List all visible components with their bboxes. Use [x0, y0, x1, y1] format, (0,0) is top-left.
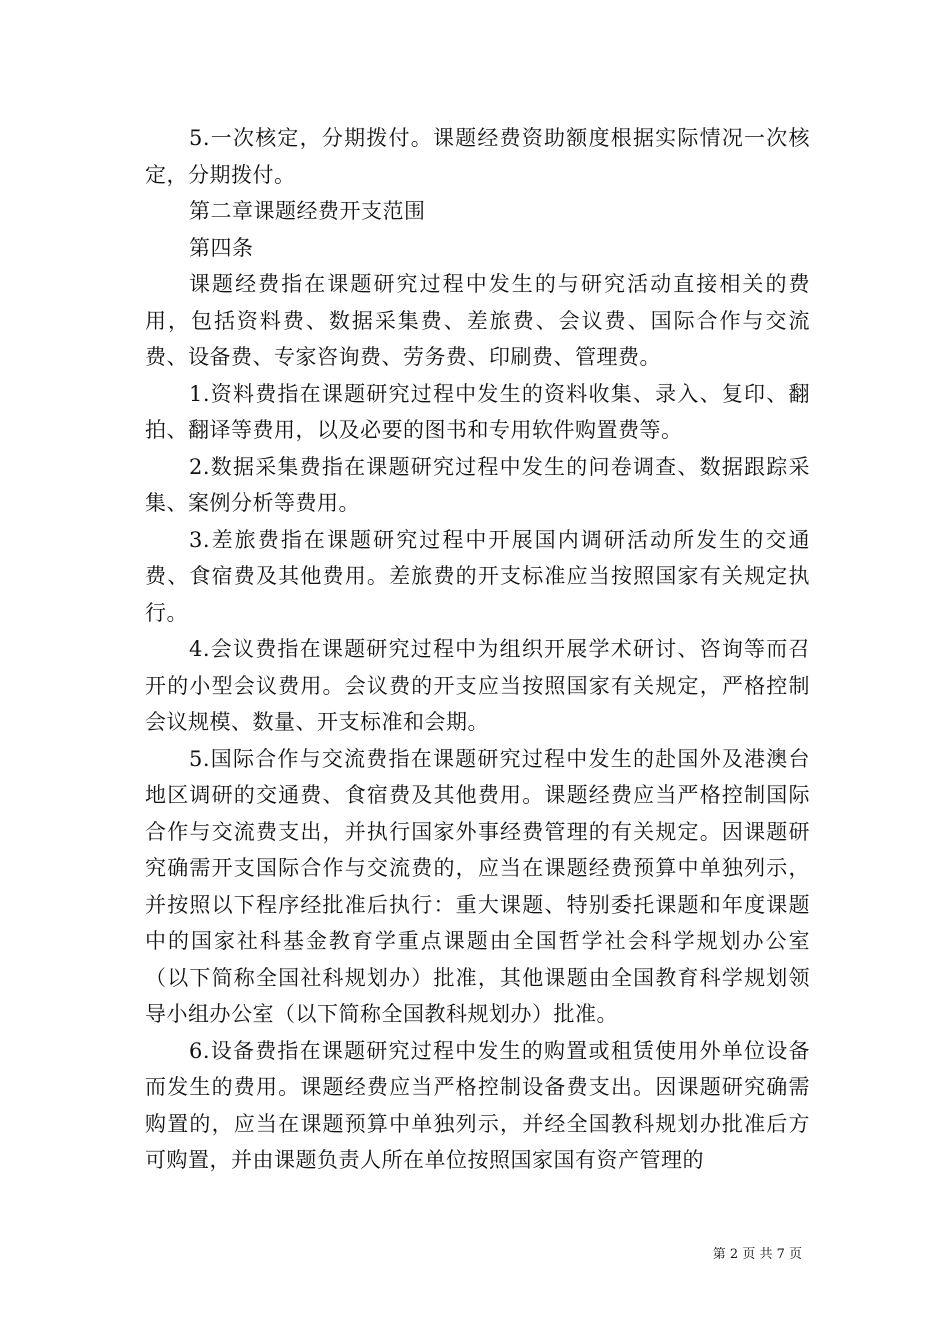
- paragraph-materials-fee: 1.资料费指在课题研究过程中发生的资料收集、录入、复印、翻拍、翻译等费用，以及必要的图书和专用软件购置费等。: [145, 381, 810, 442]
- paragraph-approval-installment: 5.一次核定，分期拨付。课题经费资助额度根据实际情况一次核定，分期拨付。: [145, 126, 810, 187]
- document-body: [145, 120, 810, 1179]
- paragraph-meeting-fee: 4.会议费指在课题研究过程中为组织开展学术研讨、咨询等而召开的小型会议费用。会议费的开支应当按照国家有关规定，严格控制会议规模、数量、开支标准和会期。: [145, 637, 810, 734]
- paragraph-equipment-fee: 6.设备费指在课题研究过程中发生的购置或租赁使用外单位设备而发生的费用。课题经费应当严格控制设备费支出。因课题研究确需购置的，应当在课题预算中单独列示，并经全国教科规划办批准后方可购置，并由课题负责人所在单位按照国家国有资产管理的: [145, 1038, 810, 1172]
- paragraph-expense-scope: 课题经费指在课题研究过程中发生的与研究活动直接相关的费用，包括资料费、数据采集费、差旅费、会议费、国际合作与交流费、设备费、专家咨询费、劳务费、印刷费、管理费。: [145, 272, 810, 369]
- paragraph-travel-fee: 3.差旅费指在课题研究过程中开展国内调研活动所发生的交通费、食宿费及其他费用。差旅费的开支标准应当按照国家有关规定执行。: [145, 527, 810, 625]
- chapter-heading: 第二章课题经费开支范围: [189, 199, 426, 223]
- paragraph-international-exchange-fee: 5.国际合作与交流费指在课题研究过程中发生的赴国外及港澳台地区调研的交通费、食宿费及其他费用。课题经费应当严格控制国际合作与交流费支出，并执行国家外事经费管理的有关规定。因课题研究确需开支国际合作与交流费的，应当在课题经费预算中单独列示，并按照以下程序经批准后执行：重大课题、特别委托课题和年度课题中的国家社科基金教育学重点课题由全国哲学社会科学规划办公室（以下简称全国社科规划办）批准，其他课题由全国教育科学规划领导小组办公室（以下简称全国教科规划办）批准。: [145, 746, 810, 1026]
- paragraph-data-collection-fee: 2.数据采集费指在课题研究过程中发生的问卷调查、数据跟踪采集、案例分析等费用。: [145, 454, 810, 515]
- page-number-footer: 第 2 页 共 7 页: [712, 1247, 802, 1262]
- article-heading: 第四条: [189, 235, 254, 260]
